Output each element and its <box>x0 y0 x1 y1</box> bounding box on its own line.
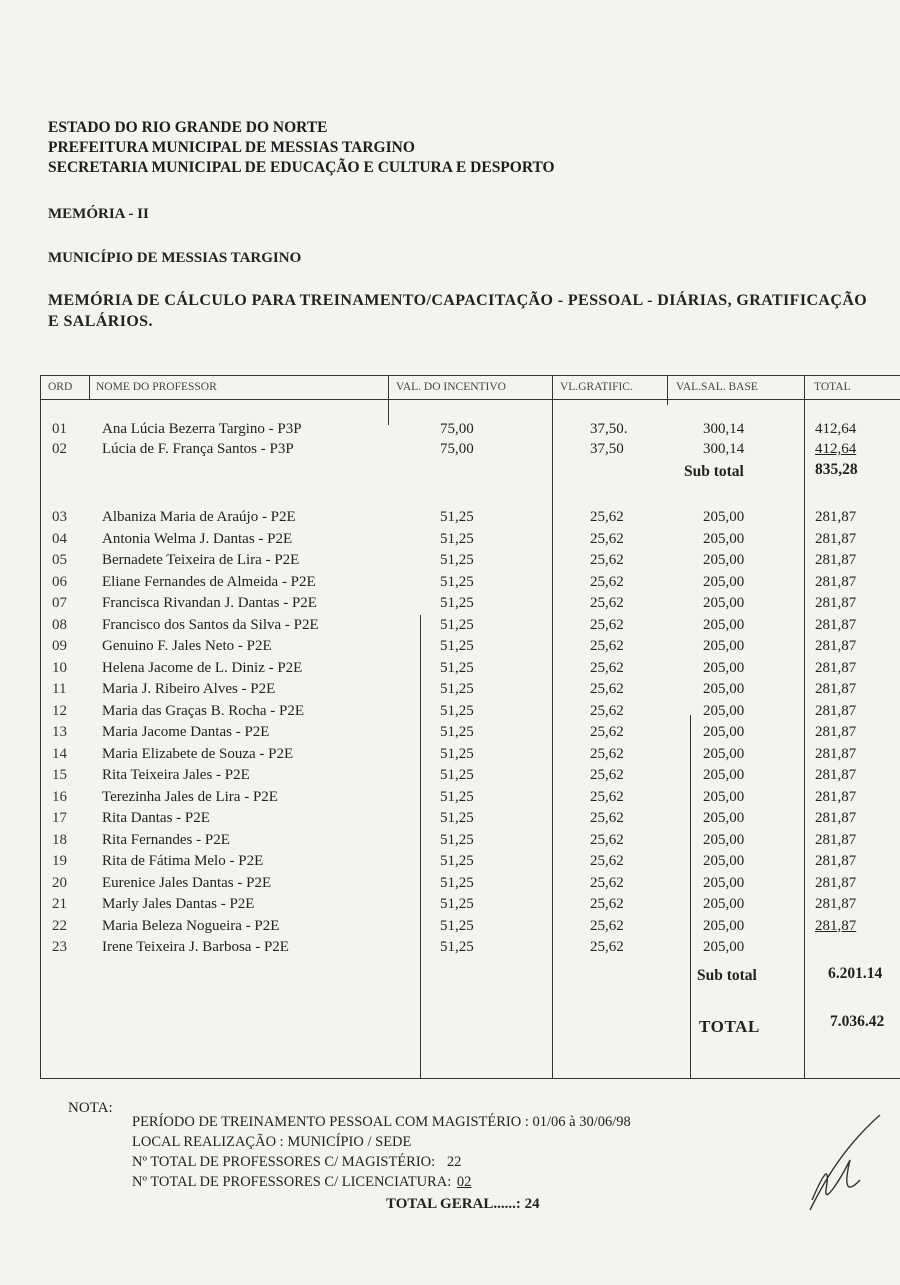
name-cell: Rita Fernandes - P2E <box>102 831 230 848</box>
total-cell: 281,87 <box>815 831 857 848</box>
nota-local: LOCAL REALIZAÇÃO : MUNICÍPIO / SEDE <box>132 1134 412 1150</box>
ord-cell: 06 <box>52 573 67 590</box>
gratific-cell: 25,62 <box>590 659 624 676</box>
gratific-cell: 25,62 <box>590 724 624 740</box>
ord-cell: 19 <box>52 853 67 869</box>
total-cell: 281,87 <box>815 638 857 654</box>
table-row <box>40 724 900 746</box>
table-bottom-border <box>40 1078 900 1079</box>
ord-cell: 18 <box>52 831 67 848</box>
table-row <box>40 617 900 639</box>
total-cell: 281,87 <box>815 659 857 676</box>
name-cell: Francisca Rivandan J. Dantas - P2E <box>102 595 317 611</box>
incentivo-cell: 51,25 <box>440 767 474 783</box>
licenciatura-label: Nº TOTAL DE PROFESSORES C/ LICENCIATURA: <box>132 1174 452 1190</box>
header-secretariat: SECRETARIA MUNICIPAL DE EDUCAÇÃO E CULTURA E DESPORTO <box>48 159 555 176</box>
ord-cell: 22 <box>52 917 67 934</box>
sal-base-cell: 205,00 <box>703 509 745 525</box>
sal-base-cell: 205,00 <box>703 552 745 568</box>
ord-cell: 03 <box>52 509 67 525</box>
name-cell: Maria das Graças B. Rocha - P2E <box>102 702 305 719</box>
calc-title: MEMÓRIA DE CÁLCULO PARA TREINAMENTO/CAPACITAÇÃO - PESSOAL - DIÁRIAS, GRATIFICAÇÃO E SALÁRIOS. <box>48 292 868 330</box>
memoria-label: MEMÓRIA - II <box>48 206 149 222</box>
sal-base-cell: 205,00 <box>703 681 745 697</box>
ord-cell: 13 <box>52 724 67 740</box>
col-header-name: NOME DO PROFESSOR <box>96 381 217 393</box>
table-row <box>40 810 900 832</box>
table-row <box>40 595 900 617</box>
total-cell: 412,64 <box>815 441 857 457</box>
subtotal-value: 6.201.14 <box>828 965 883 982</box>
sal-base-cell: 205,00 <box>703 530 745 547</box>
name-cell: Irene Teixeira J. Barbosa - P2E <box>102 939 289 955</box>
name-cell: Antonia Welma J. Dantas - P2E <box>102 530 293 547</box>
total-cell: 412,64 <box>815 421 857 437</box>
table-row <box>40 918 900 940</box>
incentivo-cell: 51,25 <box>440 917 474 934</box>
document-header <box>48 118 555 178</box>
sal-base-cell: 205,00 <box>703 767 745 783</box>
table-row <box>40 853 900 875</box>
table-row <box>40 660 900 682</box>
incentivo-cell: 51,25 <box>440 724 474 740</box>
incentivo-cell: 51,25 <box>440 831 474 848</box>
gratific-cell: 25,62 <box>590 874 624 891</box>
ord-cell: 14 <box>52 745 67 762</box>
col-header-gratific: VL.GRATIFIC. <box>560 381 633 393</box>
total-cell: 281,87 <box>815 853 857 869</box>
gratific-cell: 25,62 <box>590 767 624 783</box>
sal-base-cell: 205,00 <box>703 659 745 676</box>
magisterio-label: Nº TOTAL DE PROFESSORES C/ MAGISTÉRIO: <box>132 1154 436 1170</box>
table-row <box>40 638 900 660</box>
name-cell: Maria Beleza Nogueira - P2E <box>102 917 280 934</box>
name-cell: Terezinha Jales de Lira - P2E <box>102 788 278 805</box>
total-cell: 281,87 <box>815 573 857 590</box>
table-header-border <box>40 399 900 400</box>
table-row <box>40 552 900 574</box>
total-cell: 281,87 <box>815 724 857 740</box>
name-cell: Rita Teixeira Jales - P2E <box>102 767 250 783</box>
total-cell: 281,87 <box>815 874 857 891</box>
sal-base-cell: 205,00 <box>703 745 745 762</box>
licenciatura-value: 02 <box>456 1174 472 1190</box>
col-divider <box>667 375 668 405</box>
incentivo-cell: 75,00 <box>440 441 474 457</box>
incentivo-cell: 51,25 <box>440 853 474 869</box>
incentivo-cell: 51,25 <box>440 939 474 955</box>
ord-cell: 04 <box>52 530 67 547</box>
table-row <box>40 789 900 811</box>
subtotal-label: Sub total <box>684 463 744 480</box>
name-cell: Eliane Fernandes de Almeida - P2E <box>102 573 316 590</box>
table-row <box>40 767 900 789</box>
gratific-cell: 25,62 <box>590 638 624 654</box>
header-state: ESTADO DO RIO GRANDE DO NORTE <box>48 119 328 136</box>
gratific-cell: 25,62 <box>590 788 624 805</box>
sal-base-cell: 205,00 <box>703 638 745 654</box>
col-divider <box>388 375 389 425</box>
signature-mark <box>800 1110 890 1220</box>
table-row <box>40 574 900 596</box>
sal-base-cell: 205,00 <box>703 831 745 848</box>
name-cell: Maria Jacome Dantas - P2E <box>102 724 270 740</box>
nota-label: NOTA: <box>68 1100 113 1116</box>
ord-cell: 05 <box>52 552 67 568</box>
total-cell: 281,87 <box>815 509 857 525</box>
gratific-cell: 25,62 <box>590 917 624 934</box>
incentivo-cell: 51,25 <box>440 616 474 633</box>
gratific-cell: 25,62 <box>590 896 624 912</box>
gratific-cell: 25,62 <box>590 595 624 611</box>
table-row <box>40 681 900 703</box>
sal-base-cell: 205,00 <box>703 810 745 826</box>
col-divider <box>89 375 90 399</box>
gratific-cell: 25,62 <box>590 616 624 633</box>
name-cell: Rita de Fátima Melo - P2E <box>102 853 264 869</box>
magisterio-value: 22 <box>446 1154 462 1170</box>
name-cell: Lúcia de F. França Santos - P3P <box>102 441 294 457</box>
name-cell: Rita Dantas - P2E <box>102 810 210 826</box>
ord-cell: 10 <box>52 659 67 676</box>
table-row <box>40 421 900 443</box>
ord-cell: 16 <box>52 788 67 805</box>
sal-base-cell: 205,00 <box>703 917 745 934</box>
total-cell: 281,87 <box>815 595 857 611</box>
ord-cell: 23 <box>52 939 67 955</box>
ord-cell: 08 <box>52 616 67 633</box>
incentivo-cell: 51,25 <box>440 874 474 891</box>
total-cell: 281,87 <box>815 745 857 762</box>
ord-cell: 17 <box>52 810 67 826</box>
incentivo-cell: 51,25 <box>440 509 474 525</box>
total-cell: 281,87 <box>815 530 857 547</box>
gratific-cell: 25,62 <box>590 681 624 697</box>
subtotal-value: 835,28 <box>815 461 858 478</box>
ord-cell: 02 <box>52 441 67 457</box>
total-cell: 281,87 <box>815 810 857 826</box>
table-row <box>40 746 900 768</box>
total-cell: 281,87 <box>815 896 857 912</box>
table-row <box>40 509 900 531</box>
ord-cell: 07 <box>52 595 67 611</box>
incentivo-cell: 51,25 <box>440 681 474 697</box>
sal-base-cell: 205,00 <box>703 616 745 633</box>
name-cell: Bernadete Teixeira de Lira - P2E <box>102 552 300 568</box>
ord-cell: 15 <box>52 767 67 783</box>
incentivo-cell: 51,25 <box>440 638 474 654</box>
gratific-cell: 25,62 <box>590 552 624 568</box>
total-cell: 281,87 <box>815 681 857 697</box>
name-cell: Helena Jacome de L. Diniz - P2E <box>102 659 303 676</box>
payment-table <box>40 375 900 1080</box>
gratific-cell: 25,62 <box>590 810 624 826</box>
gratific-cell: 25,62 <box>590 530 624 547</box>
total-geral-label: TOTAL GERAL......: <box>386 1196 521 1212</box>
gratific-cell: 25,62 <box>590 939 624 955</box>
grand-total-value: 7.036.42 <box>830 1013 885 1030</box>
total-cell: 281,87 <box>815 767 857 783</box>
incentivo-cell: 75,00 <box>440 421 474 437</box>
col-header-sal-base: VAL.SAL. BASE <box>676 381 758 393</box>
gratific-cell: 25,62 <box>590 509 624 525</box>
sal-base-cell: 205,00 <box>703 874 745 891</box>
name-cell: Genuino F. Jales Neto - P2E <box>102 638 272 654</box>
ord-cell: 21 <box>52 896 67 912</box>
table-row <box>40 703 900 725</box>
gratific-cell: 37,50 <box>590 441 624 457</box>
table-row <box>40 832 900 854</box>
municipio-label: MUNICÍPIO DE MESSIAS TARGINO <box>48 250 302 266</box>
name-cell: Francisco dos Santos da Silva - P2E <box>102 616 319 633</box>
total-geral <box>386 1196 540 1213</box>
incentivo-cell: 51,25 <box>440 896 474 912</box>
name-cell: Maria J. Ribeiro Alves - P2E <box>102 681 276 697</box>
grand-total-label: TOTAL <box>699 1017 760 1036</box>
col-header-ord: ORD <box>48 381 73 393</box>
ord-cell: 20 <box>52 874 67 891</box>
incentivo-cell: 51,25 <box>440 552 474 568</box>
total-geral-value: 24 <box>524 1196 540 1212</box>
sal-base-cell: 300,14 <box>703 441 745 457</box>
table-row <box>40 531 900 553</box>
nota-lines <box>132 1112 631 1192</box>
nota-periodo: PERÍODO DE TREINAMENTO PESSOAL COM MAGISTÉRIO : 01/06 à 30/06/98 <box>132 1114 631 1130</box>
sal-base-cell: 205,00 <box>703 853 745 869</box>
name-cell: Ana Lúcia Bezerra Targino - P3P <box>102 421 302 437</box>
sal-base-cell: 205,00 <box>703 702 745 719</box>
ord-cell: 01 <box>52 421 67 437</box>
gratific-cell: 25,62 <box>590 745 624 762</box>
name-cell: Eurenice Jales Dantas - P2E <box>102 874 272 891</box>
incentivo-cell: 51,25 <box>440 788 474 805</box>
name-cell: Maria Elizabete de Souza - P2E <box>102 745 294 762</box>
col-header-total: TOTAL <box>814 381 851 393</box>
gratific-cell: 25,62 <box>590 831 624 848</box>
header-prefecture: PREFEITURA MUNICIPAL DE MESSIAS TARGINO <box>48 139 415 156</box>
gratific-cell: 37,50. <box>590 421 628 437</box>
table-row <box>40 939 900 961</box>
table-row <box>40 441 900 463</box>
sal-base-cell: 205,00 <box>703 896 745 912</box>
nota-magisterio <box>132 1152 631 1172</box>
name-cell: Marly Jales Dantas - P2E <box>102 896 255 912</box>
table-row <box>40 875 900 897</box>
gratific-cell: 25,62 <box>590 702 624 719</box>
sal-base-cell: 205,00 <box>703 939 745 955</box>
gratific-cell: 25,62 <box>590 853 624 869</box>
nota-licenciatura <box>132 1172 631 1192</box>
sal-base-cell: 300,14 <box>703 421 745 437</box>
name-cell: Albaniza Maria de Araújo - P2E <box>102 509 296 525</box>
total-cell: 281,87 <box>815 616 857 633</box>
total-cell: 281,87 <box>815 788 857 805</box>
incentivo-cell: 51,25 <box>440 810 474 826</box>
gratific-cell: 25,62 <box>590 573 624 590</box>
total-cell: 281,87 <box>815 917 857 934</box>
ord-cell: 11 <box>52 681 67 697</box>
sal-base-cell: 205,00 <box>703 573 745 590</box>
total-cell: 281,87 <box>815 702 857 719</box>
ord-cell: 09 <box>52 638 67 654</box>
col-header-incentivo: VAL. DO INCENTIVO <box>396 381 506 393</box>
incentivo-cell: 51,25 <box>440 595 474 611</box>
table-row <box>40 896 900 918</box>
incentivo-cell: 51,25 <box>440 659 474 676</box>
incentivo-cell: 51,25 <box>440 530 474 547</box>
ord-cell: 12 <box>52 702 67 719</box>
table-top-border <box>40 375 900 376</box>
sal-base-cell: 205,00 <box>703 595 745 611</box>
sal-base-cell: 205,00 <box>703 724 745 740</box>
incentivo-cell: 51,25 <box>440 702 474 719</box>
subtotal-label: Sub total <box>697 967 757 984</box>
total-cell: 281,87 <box>815 552 857 568</box>
incentivo-cell: 51,25 <box>440 573 474 590</box>
incentivo-cell: 51,25 <box>440 745 474 762</box>
sal-base-cell: 205,00 <box>703 788 745 805</box>
